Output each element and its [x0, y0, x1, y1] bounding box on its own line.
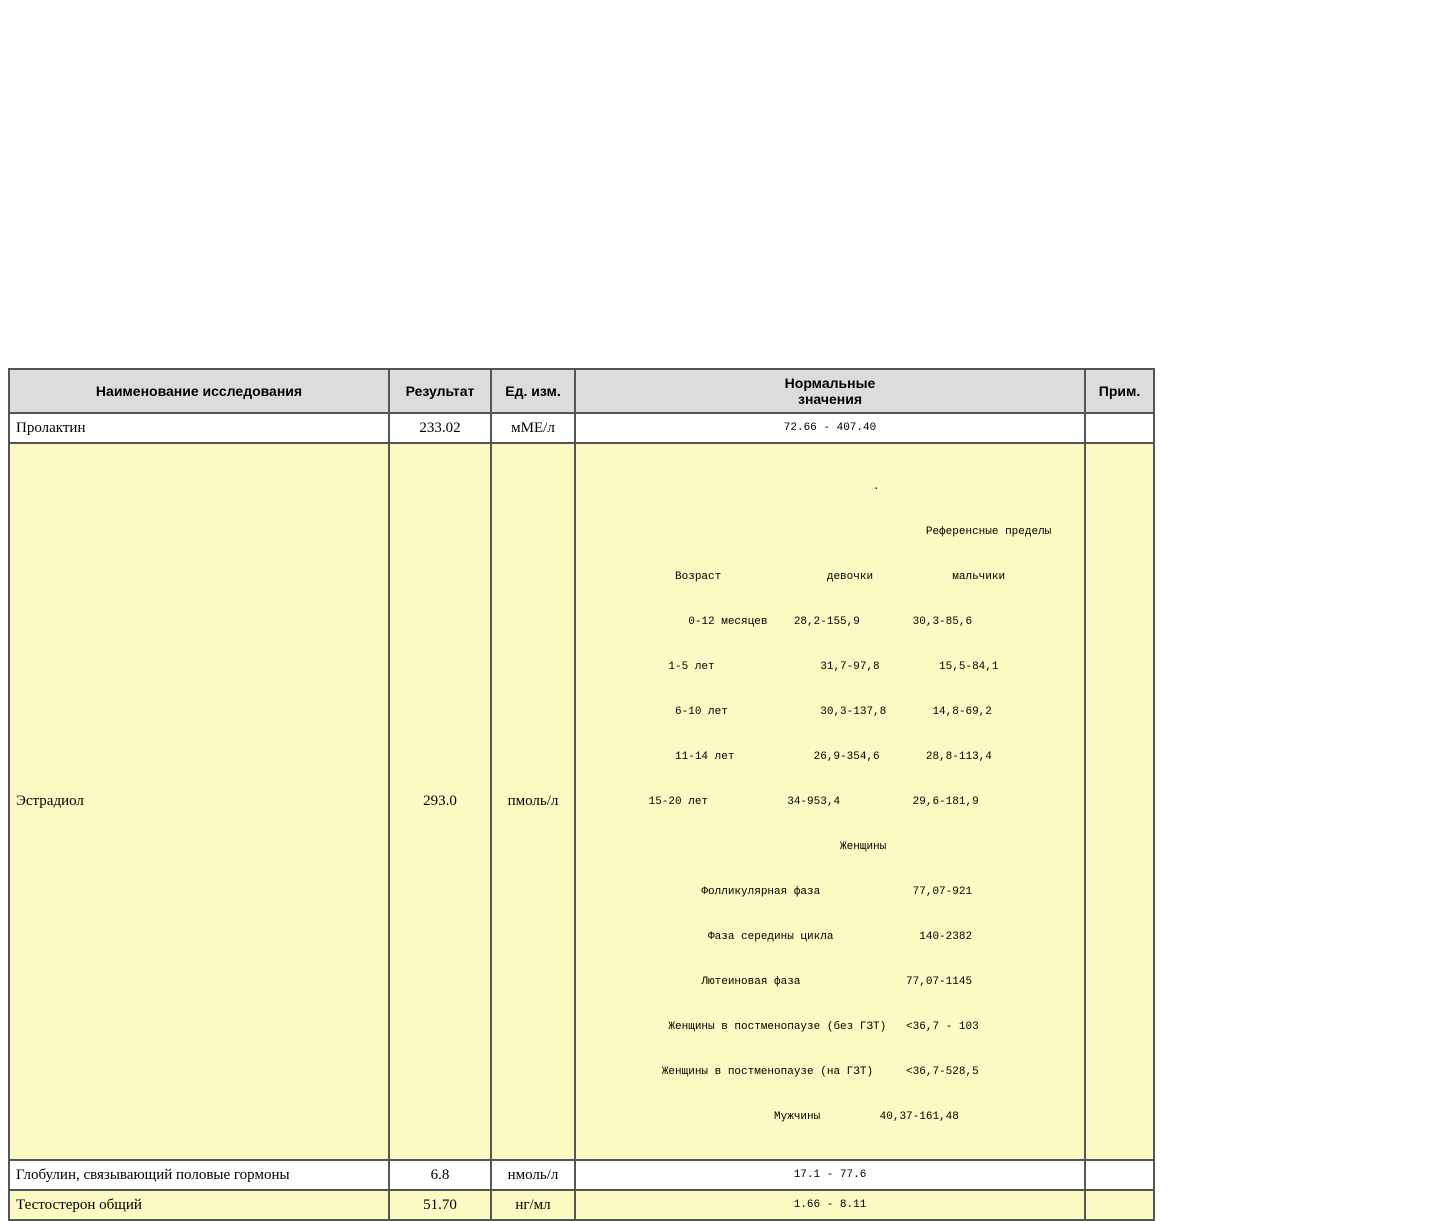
cell-name: Пролактин	[9, 413, 389, 443]
cell-name: Эстрадиол	[9, 443, 389, 1160]
cell-result: 233.02	[389, 413, 491, 443]
table-row	[9, 1160, 1154, 1190]
reference-line: Лютеиновая фаза 77,07-1145	[576, 976, 973, 988]
reference-line: Мужчины 40,37-161,48	[576, 1111, 959, 1123]
cell-note	[1085, 1160, 1154, 1190]
cell-note	[1085, 1190, 1154, 1220]
reference-line: 1-5 лет 31,7-97,8 15,5-84,1	[576, 661, 999, 673]
table-row	[9, 443, 1154, 1160]
cell-norm-reference	[575, 443, 1085, 1160]
table-header	[9, 369, 1154, 413]
reference-line: 0-12 месяцев 28,2-155,9 30,3-85,6	[576, 616, 973, 628]
cell-result: 6.8	[389, 1160, 491, 1190]
reference-line: Фаза середины цикла 140-2382	[576, 931, 973, 943]
header-unit: Ед. изм.	[491, 369, 575, 413]
table-body	[9, 413, 1154, 1220]
header-note: Прим.	[1085, 369, 1154, 413]
table-row	[9, 1190, 1154, 1220]
cell-result: 51.70	[389, 1190, 491, 1220]
reference-line: .	[576, 481, 880, 493]
header-name: Наименование исследования	[9, 369, 389, 413]
cell-unit: мМЕ/л	[491, 413, 575, 443]
reference-line: Референсные пределы	[576, 526, 1052, 538]
reference-line: Фолликулярная фаза 77,07-921	[576, 886, 973, 898]
header-norm-line1: Нормальные	[784, 375, 876, 391]
cell-result: 293.0	[389, 443, 491, 1160]
reference-line: 6-10 лет 30,3-137,8 14,8-69,2	[576, 706, 992, 718]
cell-note	[1085, 413, 1154, 443]
table-row	[9, 413, 1154, 443]
reference-ranges	[576, 444, 1084, 1159]
cell-name: Глобулин, связывающий половые гормоны	[9, 1160, 389, 1190]
reference-line: Женщины в постменопаузе (без ГЗТ) <36,7 - 103	[576, 1021, 979, 1033]
reference-line: Возраст девочки мальчики	[576, 571, 1006, 583]
header-norm	[575, 369, 1085, 413]
cell-unit: нг/мл	[491, 1190, 575, 1220]
cell-unit: пмоль/л	[491, 443, 575, 1160]
cell-norm: 1.66 - 8.11	[575, 1190, 1085, 1220]
header-row	[9, 369, 1154, 413]
header-result: Результат	[389, 369, 491, 413]
reference-line: 11-14 лет 26,9-354,6 28,8-113,4	[576, 751, 992, 763]
reference-line: 15-20 лет 34-953,4 29,6-181,9	[576, 796, 979, 808]
cell-norm: 72.66 - 407.40	[575, 413, 1085, 443]
cell-unit: нмоль/л	[491, 1160, 575, 1190]
cell-norm: 17.1 - 77.6	[575, 1160, 1085, 1190]
reference-line: Женщины	[576, 841, 887, 853]
header-norm-line2: значения	[798, 391, 862, 407]
results-table	[8, 368, 1155, 1221]
reference-line: Женщины в постменопаузе (на ГЗТ) <36,7-528,5	[576, 1066, 979, 1078]
cell-name: Тестостерон общий	[9, 1190, 389, 1220]
cell-note	[1085, 443, 1154, 1160]
